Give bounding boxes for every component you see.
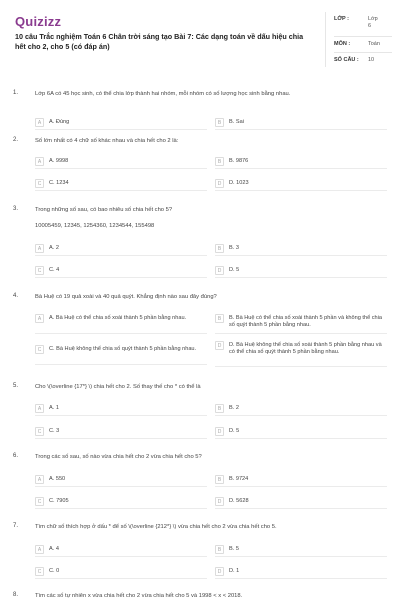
meta-subject-label: MÔN : — [334, 41, 351, 47]
worksheet-title: 10 câu Trắc nghiệm Toán 6 Chân trời sáng tạo Bài 7: Các dạng toán về dấu hiệu chia hết cho 2, cho 5 (có đáp án) — [15, 32, 304, 51]
option-a[interactable] — [35, 116, 207, 130]
question-text: Trong các số sau, số nào vừa chia hết cho 2 vừa chia hết cho 5? — [35, 454, 202, 460]
option-letter: D — [215, 341, 224, 350]
option-d[interactable] — [215, 264, 387, 278]
question-number: 5. — [13, 383, 19, 389]
option-letter: B — [215, 475, 224, 484]
meta-count-value: 10 — [368, 57, 375, 63]
option-b[interactable] — [215, 543, 387, 557]
option-letter: D — [215, 427, 224, 436]
option-d[interactable] — [215, 425, 387, 439]
option-b[interactable] — [215, 402, 387, 416]
option-text: A. Đúng — [49, 119, 70, 125]
option-b[interactable] — [215, 155, 387, 169]
worksheet-header — [0, 0, 400, 72]
meta-count-label: SỐ CÂU : — [334, 57, 359, 63]
option-letter: B — [215, 404, 224, 413]
option-a[interactable] — [35, 312, 207, 334]
option-letter: B — [215, 118, 224, 127]
question-text: Cho \(\overline {17*} \) chia hết cho 2. Số thay thế cho * có thể là — [35, 384, 201, 390]
option-c[interactable] — [35, 565, 207, 579]
option-letter: B — [215, 314, 224, 323]
option-b[interactable] — [215, 116, 387, 130]
option-text: B. 2 — [229, 405, 239, 411]
option-letter: C — [35, 266, 44, 275]
option-text: C. 7905 — [49, 498, 69, 504]
question-text: Tìm các số tự nhiên x vừa chia hết cho 2 vừa chia hết cho 5 và 1998 < x < 2018. — [35, 593, 243, 599]
option-text: A. 4 — [49, 546, 59, 552]
option-text: C. 1234 — [49, 180, 69, 186]
question-text: Lớp 6A có 45 học sinh, có thể chia lớp thành hai nhóm, mỗi nhóm có số lượng học sinh bằng nhau. — [35, 91, 291, 97]
option-text: D. 5628 — [229, 498, 249, 504]
option-text: A. 550 — [49, 476, 66, 482]
option-text: B. 5 — [229, 546, 239, 552]
option-a[interactable] — [35, 242, 207, 256]
option-letter: D — [215, 266, 224, 275]
question-number: 1. — [13, 90, 19, 96]
option-text: C. 0 — [49, 568, 60, 574]
option-letter: A — [35, 475, 44, 484]
option-text: D. Bà Huệ không thể chia số xoài thành 5 phần bằng nhau và có thể chia số quýt thành 5 phần bằng nhau. — [229, 342, 382, 355]
option-text: C. 3 — [49, 428, 60, 434]
option-text: B. Sai — [229, 119, 244, 125]
option-text: C. 4 — [49, 267, 60, 273]
option-c[interactable] — [35, 264, 207, 278]
question-number: 6. — [13, 453, 19, 459]
option-b[interactable] — [215, 473, 387, 487]
option-letter: A — [35, 314, 44, 323]
option-text: B. 9876 — [229, 158, 249, 164]
question-number: 2. — [13, 137, 19, 143]
option-text: A. 9998 — [49, 158, 69, 164]
option-letter: D — [215, 179, 224, 188]
option-letter: D — [215, 567, 224, 576]
option-a[interactable] — [35, 155, 207, 169]
option-text: B. 9724 — [229, 476, 249, 482]
option-text: D. 5 — [229, 267, 240, 273]
header-divider — [325, 12, 326, 67]
option-text: B. 3 — [229, 245, 239, 251]
option-letter: C — [35, 567, 44, 576]
option-c[interactable] — [35, 425, 207, 439]
option-d[interactable] — [215, 495, 387, 509]
question-text: Bà Huệ có 19 quả xoài và 40 quả quýt. Khẳng định nào sau đây đúng? — [35, 294, 217, 300]
meta-separator — [334, 52, 392, 53]
option-letter: C — [35, 427, 44, 436]
question-number: 4. — [13, 293, 19, 299]
option-letter: C — [35, 345, 44, 354]
option-d[interactable] — [215, 565, 387, 579]
option-text: A. 2 — [49, 245, 59, 251]
number-list: 10005459, 12345, 1254360, 1234544, 155498 — [35, 223, 155, 229]
option-letter: A — [35, 545, 44, 554]
option-letter: C — [35, 497, 44, 506]
question-text: Trong những số sau, có bao nhiêu số chia hết cho 5? — [35, 207, 173, 213]
option-letter: A — [35, 244, 44, 253]
option-letter: A — [35, 404, 44, 413]
quizizz-logo: Quizizz — [15, 14, 62, 29]
meta-separator — [334, 36, 392, 37]
option-letter: B — [215, 157, 224, 166]
question-text: Tìm chữ số thích hợp ở dấu * để số \(\overline {212*} \) vừa chia hết cho 2 vừa chia hết cho 5. — [35, 524, 277, 530]
option-c[interactable] — [35, 343, 207, 365]
option-letter: A — [35, 118, 44, 127]
option-b[interactable] — [215, 312, 387, 334]
option-text: D. 5 — [229, 428, 240, 434]
meta-subject-value: Toán — [368, 41, 380, 47]
question-number: 3. — [13, 206, 19, 212]
option-text: C. Bà Huệ không thể chia số quýt thành 5 phần bằng nhau. — [49, 346, 197, 352]
option-text: D. 1 — [229, 568, 240, 574]
option-text: D. 1023 — [229, 180, 249, 186]
option-letter: D — [215, 497, 224, 506]
option-b[interactable] — [215, 242, 387, 256]
option-a[interactable] — [35, 473, 207, 487]
option-letter: A — [35, 157, 44, 166]
option-text: A. Bà Huệ có thể chia số xoài thành 5 phần bằng nhau. — [49, 315, 187, 321]
option-a[interactable] — [35, 543, 207, 557]
option-c[interactable] — [35, 495, 207, 509]
option-letter: B — [215, 244, 224, 253]
meta-grade-label: LỚP : — [334, 16, 349, 22]
question-text: Số lớn nhất có 4 chữ số khác nhau và chia hết cho 2 là: — [35, 138, 179, 144]
option-d[interactable] — [215, 177, 387, 191]
option-text: B. Bà Huệ có thể chia số xoài thành 5 phần và không thể chia số quýt thành 5 phần bằng nhau. — [229, 315, 383, 328]
option-letter: C — [35, 179, 44, 188]
option-a[interactable] — [35, 402, 207, 416]
question-number: 8. — [13, 592, 19, 598]
meta-grade-value: Lớp 6 — [368, 16, 378, 29]
option-c[interactable] — [35, 177, 207, 191]
option-d[interactable] — [215, 339, 387, 367]
option-text: A. 1 — [49, 405, 59, 411]
option-letter: B — [215, 545, 224, 554]
question-number: 7. — [13, 523, 19, 529]
